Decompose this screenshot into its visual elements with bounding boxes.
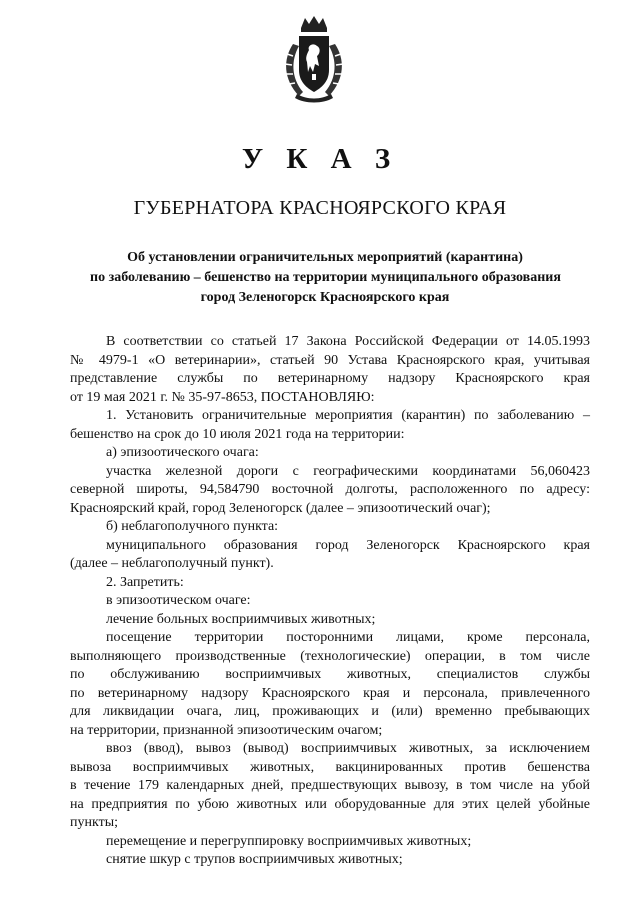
text-line: в эпизоотическом очаге:: [106, 593, 251, 608]
text-line: лечение больных восприимчивых животных;: [106, 611, 376, 627]
text-line: 2. Запретить:: [106, 574, 184, 590]
subject-line: город Зеленогорск Красноярского края: [200, 290, 450, 305]
subject-line: Об установлении ограничительных мероприятий (карантина): [127, 250, 523, 265]
text-line: бешенство на срок до 10 июля 2021 года на территории:: [70, 426, 405, 442]
text-line: В соответствии со статьей 17 Закона Российской Федерации от 14.05.1993: [106, 334, 590, 349]
text-line: пункты;: [70, 815, 119, 830]
item-1a-text: [70, 463, 590, 519]
subject-line: по заболеванию – бешенство на территории муниципального образования: [90, 270, 561, 285]
text-line: на предприятия по убою животных или оборудованные для этих целей убойные: [70, 796, 590, 812]
preamble-paragraph: [70, 333, 590, 407]
item-1b-text: [70, 537, 590, 574]
text-line: а) эпизоотического очага:: [106, 445, 259, 460]
text-line: 1. Установить ограничительные мероприятия (карантин) по заболеванию –: [106, 408, 590, 423]
text-line: по обслуживанию восприимчивых животных, специалистов службы: [70, 667, 590, 682]
text-line: в течение 179 календарных дней, предшествующих вывозу, в том числе на убой: [70, 778, 590, 793]
item-2-visit: [70, 629, 590, 740]
text-line: вывоза восприимчивых животных, вакцинированных против бешенства: [70, 759, 590, 775]
coat-of-arms-icon: [279, 14, 349, 106]
text-line: ввоз (ввод), вывоз (вывод) восприимчивых животных, за исключением: [106, 741, 590, 756]
text-line: участка железной дороги с географическими координатами 56,060423: [106, 463, 590, 479]
text-line: муниципального образования город Зеленогорск Красноярского края: [106, 537, 590, 553]
text-line: выполняющего производственные (технологические) операции, в том числе: [70, 648, 590, 664]
item-2-import: [70, 740, 590, 833]
text-line: представление службы по ветеринарному надзору Красноярского края: [70, 371, 590, 386]
decree-body: [70, 333, 590, 870]
decree-subject: [90, 248, 560, 308]
text-line: от 19 мая 2021 г. № 35-97-8653, ПОСТАНОВЛЯЮ:: [70, 389, 375, 405]
text-line: посещение территории посторонними лицами, кроме персонала,: [106, 630, 590, 645]
item-1b-label: [70, 518, 590, 537]
item-1a-label: [70, 444, 590, 463]
text-line: б) неблагополучного пункта:: [106, 519, 279, 534]
text-line: снятие шкур с трупов восприимчивых животных;: [106, 852, 403, 867]
item-2-move: [70, 833, 590, 870]
issuer-title: ГУБЕРНАТОРА КРАСНОЯРСКОГО КРАЯ: [133, 197, 507, 219]
text-line: по ветеринарному надзору Красноярского края и персонала, привлеченного: [70, 685, 590, 701]
text-line: на территории, признанной эпизоотическим очагом;: [70, 722, 383, 738]
text-line: Красноярский край, город Зеленогорск (далее – эпизоотический очаг);: [70, 500, 491, 516]
text-line: перемещение и перегруппировку восприимчивых животных;: [106, 833, 472, 849]
text-line: (далее – неблагополучный пункт).: [70, 556, 274, 571]
decree-title: У К А З: [241, 143, 399, 175]
text-line: северной широты, 94,584790 восточной долготы, расположенного по адресу:: [70, 482, 590, 497]
text-line: для ликвидации очага, лиц, проживающих и (или) временно пребывающих: [70, 704, 590, 719]
item-2: [70, 574, 590, 630]
text-line: № 4979-1 «О ветеринарии», статьей 90 Устава Красноярского края, учитывая: [70, 352, 590, 368]
item-1: [70, 407, 590, 444]
